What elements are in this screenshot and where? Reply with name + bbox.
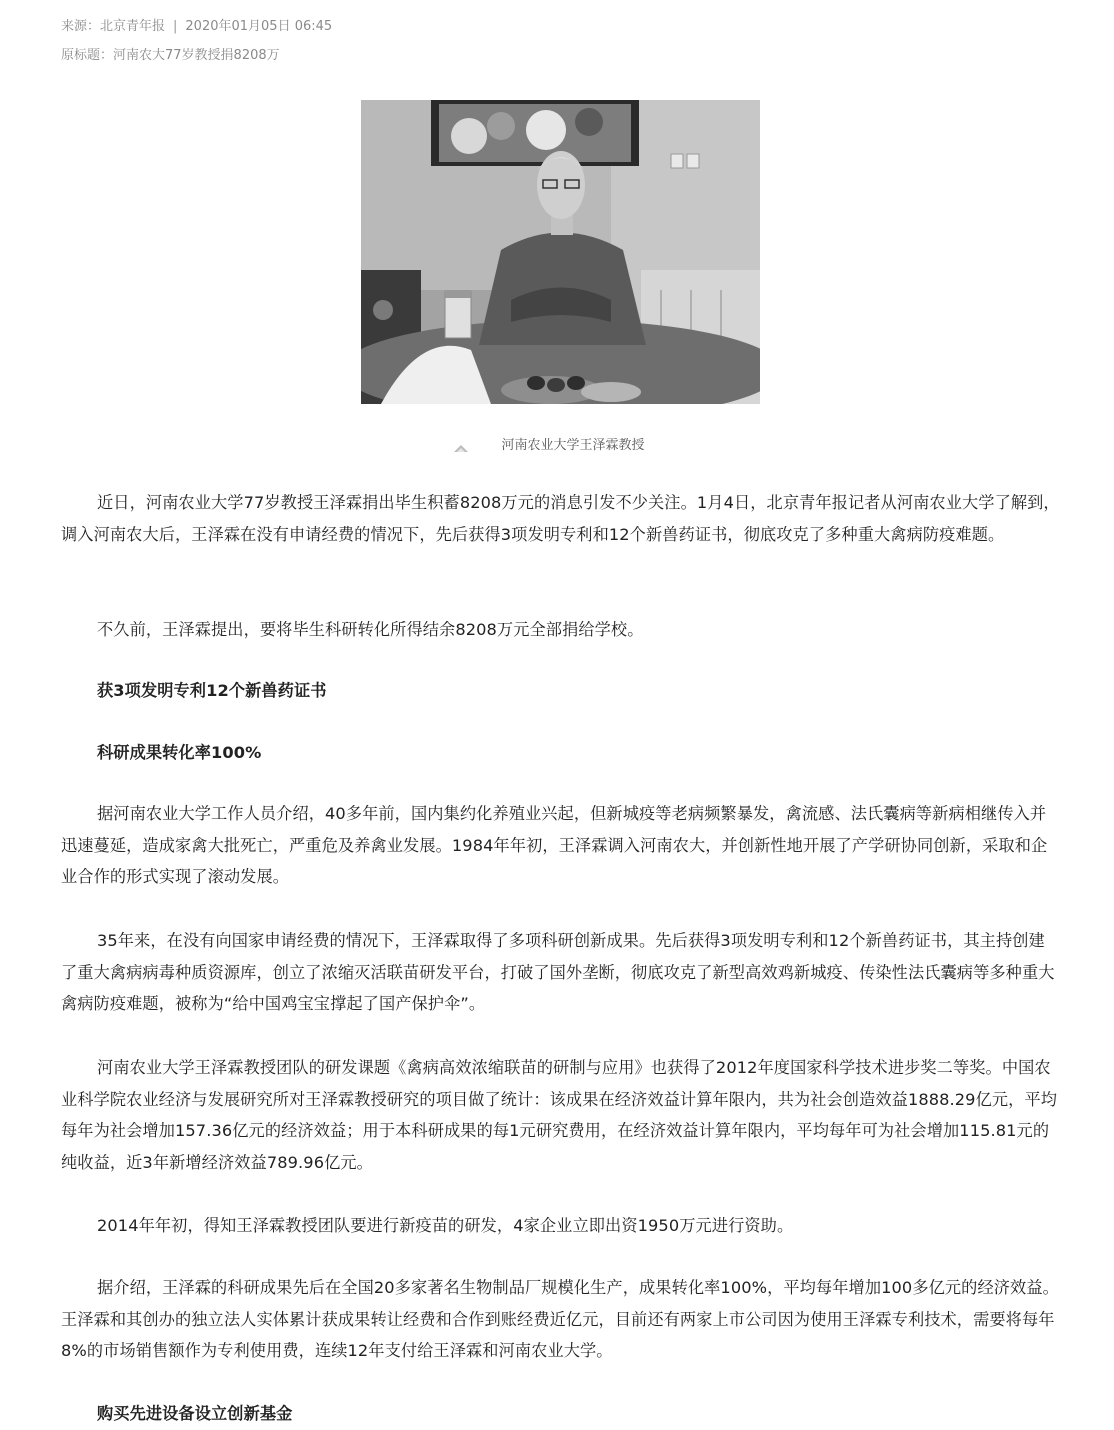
triangle-up-icon — [453, 441, 469, 451]
paragraph: 不久前，王泽霖提出，要将毕生科研转化所得结余8208万元全部捐给学校。 — [97, 620, 644, 639]
professor-photo — [361, 100, 760, 404]
section-heading: 购买先进设备设立创新基金 — [97, 1404, 293, 1423]
original-title: 原标题：河南农大77岁教授捐8208万 — [61, 48, 280, 63]
article-meta — [61, 19, 332, 35]
meta-separator: | — [173, 19, 178, 34]
section-heading: 科研成果转化率100% — [97, 743, 262, 762]
source-label: 来源：北京青年报 — [61, 19, 166, 34]
paragraph: 据介绍，王泽霖的科研成果先后在全国20多家著名生物制品厂规模化生产，成果转化率100%，平均每年增加100多亿元的经济效益。王泽霖和其创办的独立法人实体累计获成果转让经费和合作到账经费近亿元，目前还有两家上市公司因为使用王泽霖专利技术，需要将每年8%的市场销售额作为专利使用费，连续12年支付给王泽霖和河南农业大学。 — [61, 1278, 1059, 1360]
paragraph: 2014年年初，得知王泽霖教授团队要进行新疫苗的研发，4家企业立即出资1950万元进行资助。 — [97, 1216, 794, 1235]
photo-caption: 河南农业大学王泽霖教授 — [501, 438, 645, 453]
paragraph: 近日，河南农业大学77岁教授王泽霖捐出毕生积蓄8208万元的消息引发不少关注。1月4日，北京青年报记者从河南农业大学了解到，调入河南农大后，王泽霖在没有申请经费的情况下，先后获得3项发明专利和12个新兽药证书，彻底攻克了多种重大禽病防疫难题。 — [61, 493, 1060, 544]
paragraph: 据河南农业大学工作人员介绍，40多年前，国内集约化养殖业兴起，但新城疫等老病频繁暴发，禽流感、法氏囊病等新病相继传入并迅速蔓延，造成家禽大批死亡，严重危及养禽业发展。1984年年初，王泽霖调入河南农大，并创新性地开展了产学研协同创新，采取和企业合作的形式实现了滚动发展。 — [61, 804, 1048, 886]
photo-caption-row — [0, 437, 1114, 455]
paragraph: 河南农业大学王泽霖教授团队的研发课题《禽病高效浓缩联苗的研制与应用》也获得了2012年度国家科学技术进步奖二等奖。中国农业科学院农业经济与发展研究所对王泽霖教授研究的项目做了统计：该成果在经济效益计算年限内，共为社会创造效益1888.29亿元，平均每年为社会增加157.36亿元的经济效益；用于本科研成果的每1元研究费用，在经济效益计算年限内，平均每年可为社会增加115.81元的纯收益，近3年新增经济效益789.96亿元。 — [61, 1058, 1058, 1172]
publish-datetime: 2020年01月05日 06:45 — [185, 19, 333, 34]
section-heading: 获3项发明专利12个新兽药证书 — [97, 681, 327, 700]
paragraph: 35年来，在没有向国家申请经费的情况下，王泽霖取得了多项科研创新成果。先后获得3项发明专利和12个新兽药证书，其主持创建了重大禽病病毒种质资源库，创立了浓缩灭活联苗研发平台，打破了国外垄断，彻底攻克了新型高效鸡新城疫、传染性法氏囊病等多种重大禽病防疫难题，被称为“给中国鸡宝宝撑起了国产保护伞”。 — [61, 931, 1055, 1013]
